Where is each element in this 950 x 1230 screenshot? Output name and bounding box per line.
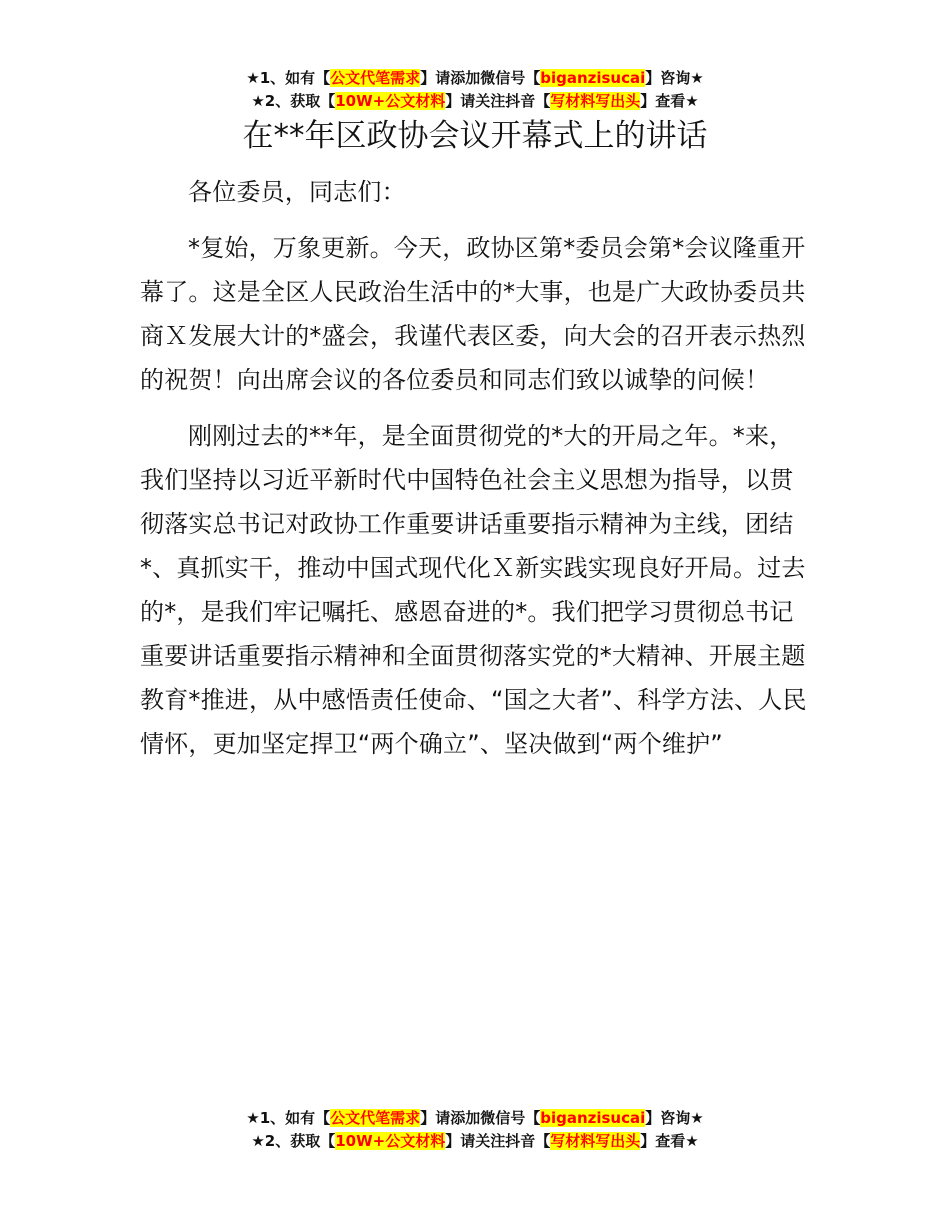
ad-text: ★2、获取【 [251,92,336,110]
document-body [140,170,812,778]
header-ad-line-2 [0,90,950,113]
ad-text: 】查看★ [640,1132,699,1150]
header-ad-line-1 [0,67,950,90]
ad-text: ★2、获取【 [251,1132,336,1150]
ad-highlight: 10W+公文材料 [335,92,446,110]
ad-highlight: 公文代笔需求 [330,69,421,87]
paragraph: 刚刚过去的**年，是全面贯彻党的*大的开局之年。*来，我们坚持以习近平新时代中国特色社会主义思想为指导，以贯彻落实总书记对政协工作重要讲话重要指示精神为主线，团结*、真抓实干，推动中国式现代化Ｘ新实践实现良好开局。过去的*，是我们牢记嘱托、感恩奋进的*。我们把学习贯彻总书记重要讲话重要指示精神和全面贯彻落实党的*大精神、开展主题教育*推进，从中感悟责任使命、“国之大者”、科学方法、人民情怀，更加坚定捍卫“两个确立”、坚决做到“两个维护” [140,422,807,758]
ad-text: 】请添加微信号【 [420,69,541,87]
document-title: 在**年区政协会议开幕式上的讲话 [242,118,708,154]
salutation: 各位委员，同志们： [188,178,406,206]
ad-text: 】请关注抖音【 [445,92,551,110]
ad-text: 】咨询★ [645,1109,704,1127]
ad-text: 】请添加微信号【 [420,1109,541,1127]
ad-highlight: 公文代笔需求 [330,1109,421,1127]
footer-ad-line-1 [0,1107,950,1130]
ad-highlight-douyin: 写材料写出头 [550,1132,641,1150]
ad-text: 】请关注抖音【 [445,1132,551,1150]
header-ad [0,67,950,113]
ad-text: ★1、如有【 [246,1109,331,1127]
ad-highlight-wechat-id: biganzisucai [540,69,646,87]
ad-highlight: 10W+公文材料 [335,1132,446,1150]
paragraph: *复始，万象更新。今天，政协区第*委员会第*会议隆重开幕了。这是全区人民政治生活中的*大事，也是广大政协委员共商Ｘ发展大计的*盛会，我谨代表区委，向大会的召开表示热烈的祝贺！向出席会议的各位委员和同志们致以诚挚的问候！ [140,234,806,394]
footer-ad-line-2 [0,1130,950,1153]
ad-text: ★1、如有【 [246,69,331,87]
ad-highlight-douyin: 写材料写出头 [550,92,641,110]
ad-highlight-wechat-id: biganzisucai [540,1109,646,1127]
footer-ad [0,1107,950,1153]
ad-text: 】查看★ [640,92,699,110]
ad-text: 】咨询★ [645,69,704,87]
